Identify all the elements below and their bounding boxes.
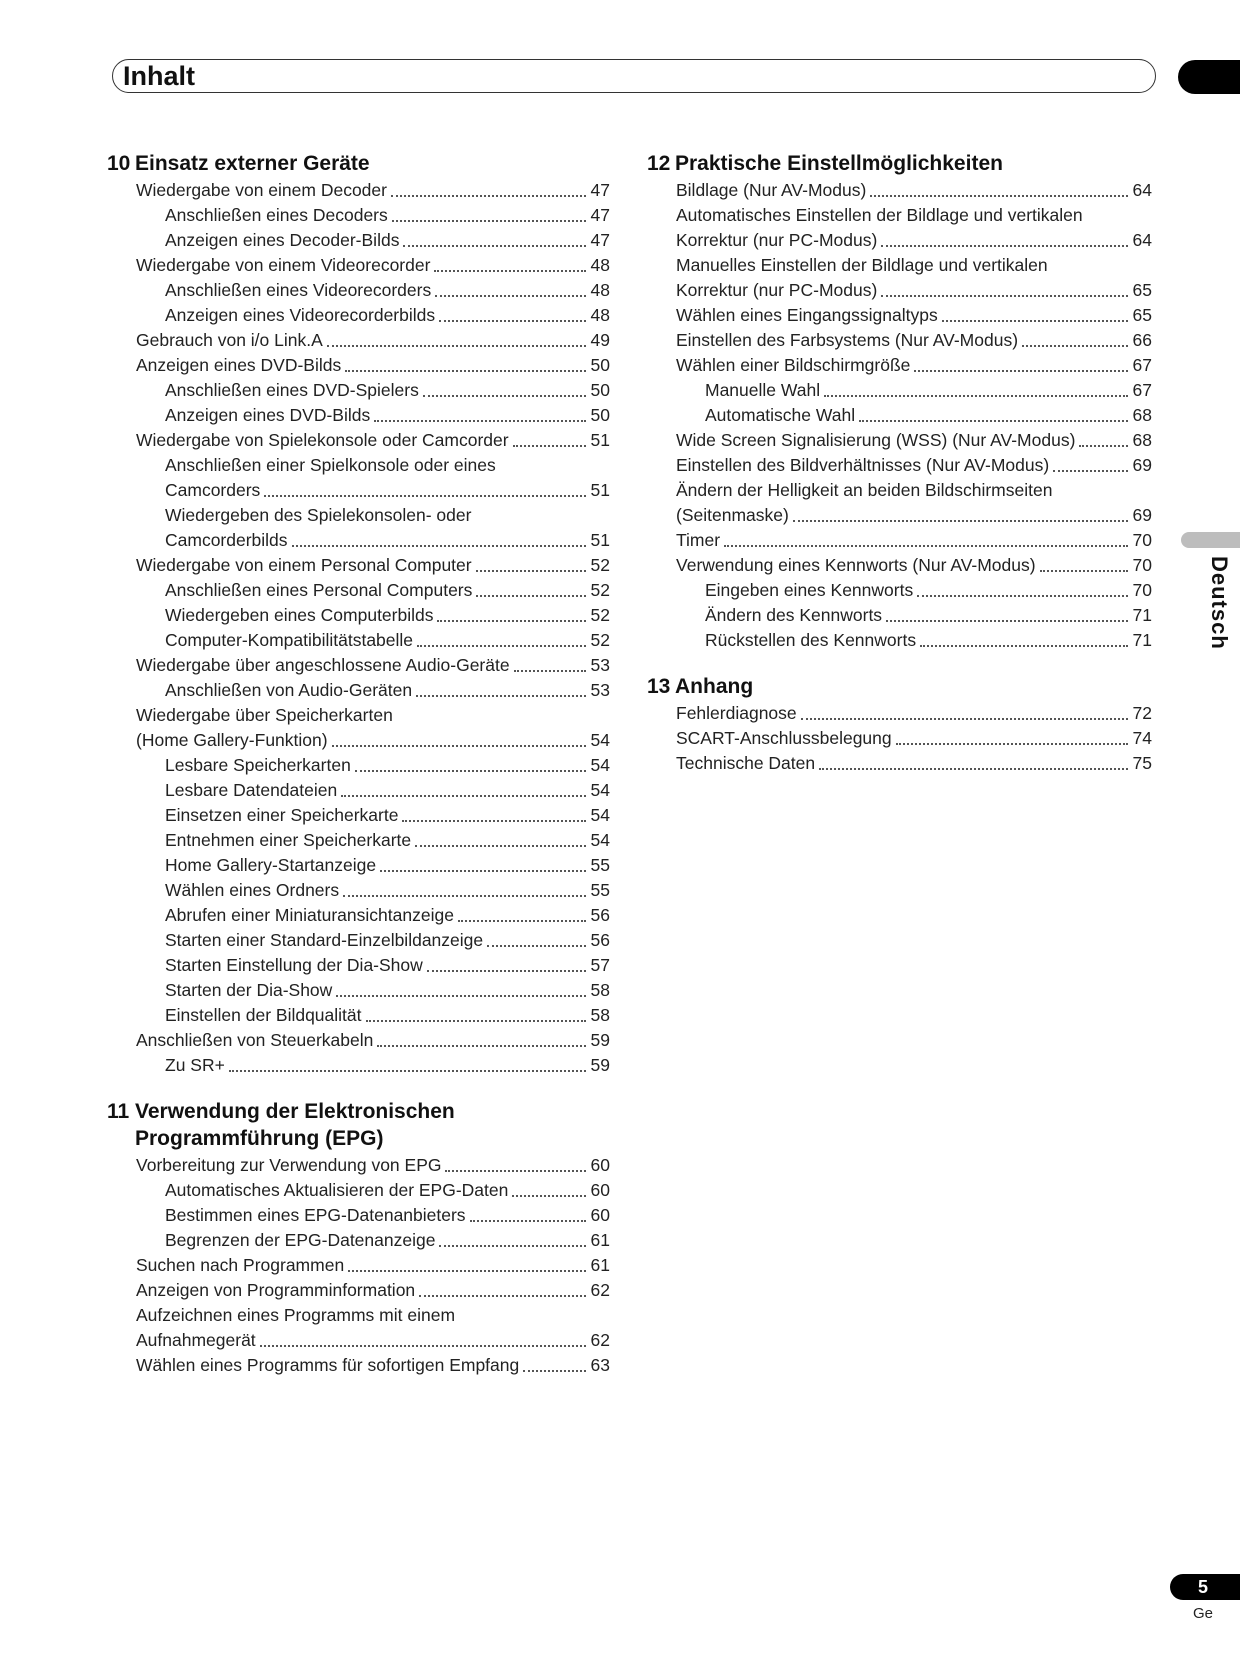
toc-entry-page: 72 [1132, 703, 1152, 723]
toc-entry[interactable] [647, 278, 1152, 303]
toc-entry[interactable] [107, 1003, 610, 1028]
toc-entry-page: 52 [590, 580, 610, 600]
header-bar [112, 59, 1156, 93]
toc-entry[interactable] [107, 1278, 610, 1303]
toc-entry-page: 69 [1132, 455, 1152, 475]
toc-entry-text: Anzeigen eines Decoder-Bilds [165, 230, 400, 250]
toc-entry-text: Wiedergeben des Spielekonsolen- oder [165, 505, 472, 525]
toc-entry[interactable] [647, 503, 1152, 528]
toc-entry-text: Korrektur (nur PC-Modus) [676, 230, 878, 250]
dot-leader [345, 370, 586, 372]
toc-entry-text: Manuelles Einstellen der Bildlage und vertikalen [676, 255, 1048, 275]
toc-entry-text: Einstellen des Farbsystems (Nur AV-Modus) [676, 330, 1019, 350]
dot-leader [434, 270, 586, 272]
toc-entry[interactable] [107, 503, 610, 528]
section-heading [107, 150, 610, 177]
section-title: Einsatz externer Geräte [135, 152, 370, 175]
toc-entry-text: Anzeigen eines DVD-Bilds [136, 355, 342, 375]
language-code: Ge [1193, 1605, 1214, 1622]
page-title: Inhalt [123, 61, 195, 91]
toc-entry[interactable] [107, 478, 610, 503]
toc-entry-page: 48 [590, 255, 610, 275]
toc-entry-page: 56 [590, 930, 610, 950]
toc-entry-text: Gebrauch von i/o Link.A [136, 330, 323, 350]
toc-entry[interactable] [107, 853, 610, 878]
toc-entry[interactable] [107, 803, 610, 828]
toc-entry[interactable] [107, 603, 610, 628]
toc-section [107, 150, 610, 1078]
toc-entry-text: Wiedergabe von einem Personal Computer [136, 555, 472, 575]
toc-entry[interactable] [107, 953, 610, 978]
toc-entry-page: 63 [590, 1355, 610, 1375]
toc-entry-page: 59 [590, 1055, 610, 1075]
toc-entry[interactable] [647, 528, 1152, 553]
toc-entry-page: 53 [590, 655, 610, 675]
toc-entry-text: Korrektur (nur PC-Modus) [676, 280, 878, 300]
toc-entry-page: 51 [590, 480, 610, 500]
toc-entry-text: Wählen eines Ordners [165, 880, 340, 900]
dot-leader [229, 1070, 586, 1072]
dot-leader [439, 320, 586, 322]
toc-entry-page: 50 [590, 380, 610, 400]
dot-leader [391, 195, 586, 197]
toc-entry[interactable] [647, 203, 1152, 228]
toc-entry-text: Entnehmen einer Speicherkarte [165, 830, 412, 850]
toc-entry-text: Anschließen eines DVD-Spielers [165, 380, 419, 400]
toc-entry[interactable] [107, 428, 610, 453]
toc-entry-text: Starten einer Standard-Einzelbildanzeige [165, 930, 484, 950]
section-title: Praktische Einstellmöglichkeiten [675, 152, 1003, 175]
toc-entry[interactable] [647, 453, 1152, 478]
page-number: 5 [1198, 1577, 1209, 1597]
toc-entry-text: Bestimmen eines EPG-Datenanbieters [165, 1205, 466, 1225]
dot-leader [377, 1045, 586, 1047]
toc-entry-text: Einstellen des Bildverhältnisses (Nur AV-Modus) [676, 455, 1050, 475]
toc-entry[interactable] [107, 178, 610, 203]
toc-entry[interactable] [107, 528, 610, 553]
toc-entry[interactable] [647, 403, 1152, 428]
toc-entry-text: Automatische Wahl [705, 405, 856, 425]
toc-entry-page: 47 [590, 180, 610, 200]
toc-entry[interactable] [647, 328, 1152, 353]
section-title: Anhang [675, 675, 754, 698]
dot-leader [470, 1220, 586, 1222]
toc-entry-page: 70 [1132, 555, 1152, 575]
dot-leader [512, 1195, 586, 1197]
toc-entry-page: 67 [1132, 380, 1152, 400]
language-label: Deutsch [1207, 556, 1232, 650]
dot-leader [824, 395, 1128, 397]
dot-leader [886, 620, 1128, 622]
toc-entry-page: 60 [590, 1205, 610, 1225]
dot-leader [724, 545, 1128, 547]
toc-entry-text: Rückstellen des Kennworts [705, 630, 917, 650]
toc-entry[interactable] [107, 378, 610, 403]
toc-entry[interactable] [107, 728, 610, 753]
dot-leader [355, 770, 586, 772]
toc-entry-page: 54 [590, 730, 610, 750]
toc-entry-page: 62 [590, 1330, 610, 1350]
toc-entry-page: 48 [590, 280, 610, 300]
dot-leader [417, 645, 586, 647]
toc-column-left [107, 150, 610, 1398]
dot-leader [327, 345, 586, 347]
toc-entry[interactable] [107, 1228, 610, 1253]
toc-entry-page: 53 [590, 680, 610, 700]
toc-section [647, 150, 1152, 653]
dot-leader [348, 1270, 586, 1272]
dot-leader [1053, 470, 1128, 472]
toc-entry-page: 54 [590, 805, 610, 825]
toc-entry[interactable] [647, 228, 1152, 253]
toc-entry-page: 74 [1132, 728, 1152, 748]
dot-leader [881, 295, 1128, 297]
toc-entry-page: 51 [590, 430, 610, 450]
dot-leader [435, 295, 586, 297]
toc-entry-page: 60 [590, 1155, 610, 1175]
toc-entry[interactable] [107, 878, 610, 903]
toc-section [647, 673, 1152, 776]
toc-entry[interactable] [107, 353, 610, 378]
toc-entry[interactable] [107, 253, 610, 278]
toc-entry-text: Abrufen einer Miniaturansichtanzeige [165, 905, 454, 925]
toc-entry[interactable] [107, 1353, 610, 1378]
toc-entry-page: 68 [1132, 405, 1152, 425]
toc-entry[interactable] [107, 703, 610, 728]
toc-entry-text: Zu SR+ [165, 1055, 225, 1075]
toc-entry-text: Anschließen eines Videorecorders [165, 280, 432, 300]
toc-entry-text: Vorbereitung zur Verwendung von EPG [136, 1155, 442, 1175]
toc-entry-text: Anzeigen von Programminformation [136, 1280, 416, 1300]
dot-leader [523, 1370, 586, 1372]
header-tab-marker [1178, 60, 1240, 94]
dot-leader [476, 570, 586, 572]
toc-entry[interactable] [647, 378, 1152, 403]
toc-entry[interactable] [107, 978, 610, 1003]
dot-leader [427, 970, 586, 972]
toc-entry-text: Wählen einer Bildschirmgröße [676, 355, 911, 375]
dot-leader [343, 895, 586, 897]
dot-leader [415, 845, 586, 847]
toc-entry-text: Timer [676, 530, 721, 550]
toc-entry-page: 52 [590, 605, 610, 625]
toc-entry-page: 54 [590, 830, 610, 850]
dot-leader [1040, 570, 1128, 572]
toc-entry-page: 75 [1132, 753, 1152, 773]
toc-entry-page: 71 [1132, 605, 1152, 625]
toc-entry-page: 61 [590, 1230, 610, 1250]
dot-leader [336, 995, 586, 997]
toc-entry[interactable] [647, 726, 1152, 751]
toc-entry-page: 55 [590, 880, 610, 900]
toc-entry[interactable] [107, 903, 610, 928]
section-number: 13 [647, 675, 671, 698]
toc-entry-text: Wiedergabe von Spielekonsole oder Camcorder [136, 430, 509, 450]
language-tab-marker [1181, 532, 1240, 548]
toc-entry[interactable] [107, 678, 610, 703]
toc-entry-page: 66 [1132, 330, 1152, 350]
toc-entry-text: Anschließen einer Spielkonsole oder eines [165, 455, 496, 475]
toc-entry-page: 68 [1132, 430, 1152, 450]
dot-leader [374, 420, 586, 422]
toc-entry[interactable] [647, 603, 1152, 628]
toc-entry-text: Anschließen eines Personal Computers [165, 580, 473, 600]
dot-leader [942, 320, 1128, 322]
toc-entry-text: Einstellen der Bildqualität [165, 1005, 362, 1025]
toc-entry[interactable] [647, 303, 1152, 328]
toc-entry[interactable] [107, 753, 610, 778]
toc-entry-page: 50 [590, 405, 610, 425]
dot-leader [380, 870, 586, 872]
toc-entry[interactable] [107, 778, 610, 803]
toc-entry[interactable] [107, 553, 610, 578]
dot-leader [392, 220, 586, 222]
section-heading [647, 150, 1152, 177]
toc-entry[interactable] [107, 278, 610, 303]
toc-entry-page: 62 [590, 1280, 610, 1300]
toc-entry[interactable] [647, 553, 1152, 578]
toc-entry-page: 55 [590, 855, 610, 875]
toc-entry-text: Wiedergabe über Speicherkarten [136, 705, 393, 725]
toc-entry-text: Automatisches Aktualisieren der EPG-Daten [165, 1180, 509, 1200]
toc-entry[interactable] [647, 751, 1152, 776]
toc-entry-text: Anschließen von Audio-Geräten [165, 680, 413, 700]
toc-entry[interactable] [107, 828, 610, 853]
toc-entry-page: 64 [1132, 230, 1152, 250]
toc-entry[interactable] [647, 253, 1152, 278]
dot-leader [264, 495, 586, 497]
toc-entry-text: Bildlage (Nur AV-Modus) [676, 180, 867, 200]
toc-entry[interactable] [107, 328, 610, 353]
dot-leader [1022, 345, 1128, 347]
dot-leader [487, 945, 586, 947]
dot-leader [341, 795, 586, 797]
section-heading [107, 1098, 610, 1152]
dot-leader [419, 1295, 586, 1297]
toc-entry-text: Wählen eines Eingangssignaltyps [676, 305, 938, 325]
toc-entry[interactable] [647, 178, 1152, 203]
toc-entry-page: 51 [590, 530, 610, 550]
toc-entry-page: 58 [590, 1005, 610, 1025]
toc-entry[interactable] [107, 578, 610, 603]
toc-entry-text: Begrenzen der EPG-Datenanzeige [165, 1230, 436, 1250]
toc-entry-text: Automatisches Einstellen der Bildlage und vertikalen [676, 205, 1083, 225]
toc-entry-text: Starten der Dia-Show [165, 980, 333, 1000]
toc-entry[interactable] [107, 403, 610, 428]
toc-entry-page: 48 [590, 305, 610, 325]
toc-entry-text: Anschließen von Steuerkabeln [136, 1030, 374, 1050]
toc-entry[interactable] [107, 203, 610, 228]
toc-entry[interactable] [107, 1203, 610, 1228]
toc-entry-text: Suchen nach Programmen [136, 1255, 345, 1275]
toc-entry-text: Eingeben eines Kennworts [705, 580, 914, 600]
toc-entry[interactable] [107, 303, 610, 328]
toc-entry-page: 59 [590, 1030, 610, 1050]
dot-leader [260, 1345, 586, 1347]
dot-leader [403, 245, 586, 247]
dot-leader [423, 395, 586, 397]
toc-entry-text: Lesbare Speicherkarten [165, 755, 351, 775]
dot-leader [476, 595, 586, 597]
toc-entry-text: Wiedergabe von einem Decoder [136, 180, 387, 200]
toc-entry[interactable] [647, 428, 1152, 453]
toc-entry[interactable] [107, 1253, 610, 1278]
toc-entry-text: Ändern der Helligkeit an beiden Bildschirmseiten [676, 480, 1053, 500]
toc-entry-page: 60 [590, 1180, 610, 1200]
toc-entry-page: 64 [1132, 180, 1152, 200]
dot-leader [437, 620, 586, 622]
toc-entry-page: 70 [1132, 580, 1152, 600]
toc-entry-text: Ändern des Kennworts [705, 605, 883, 625]
toc-entry-text: Einsetzen einer Speicherkarte [165, 805, 399, 825]
toc-entry-page: 69 [1132, 505, 1152, 525]
toc-entry-text: Wählen eines Programms für sofortigen Empfang [136, 1355, 520, 1375]
dot-leader [914, 370, 1128, 372]
toc-entry-page: 52 [590, 630, 610, 650]
dot-leader [514, 670, 586, 672]
section-number: 10 [107, 152, 131, 175]
toc-entry-page: 71 [1132, 630, 1152, 650]
toc-entry-page: 65 [1132, 305, 1152, 325]
toc-entry-page: 56 [590, 905, 610, 925]
toc-entry-page: 58 [590, 980, 610, 1000]
toc-entry-text: Aufzeichnen eines Programms mit einem [136, 1305, 456, 1325]
dot-leader [801, 718, 1128, 720]
toc-entry-page: 50 [590, 355, 610, 375]
toc-entry[interactable] [647, 353, 1152, 378]
toc-entry[interactable] [647, 578, 1152, 603]
section-title: Verwendung der Elektronischen Programmführung (EPG) [135, 1100, 455, 1150]
dot-leader [859, 420, 1128, 422]
dot-leader [445, 1170, 586, 1172]
dot-leader [439, 1245, 586, 1247]
dot-leader [920, 645, 1128, 647]
toc-entry-text: Anschließen eines Decoders [165, 205, 388, 225]
toc-entry[interactable] [107, 928, 610, 953]
toc-entry-page: 67 [1132, 355, 1152, 375]
toc-entry-text: Home Gallery-Startanzeige [165, 855, 377, 875]
dot-leader [793, 520, 1128, 522]
dot-leader [366, 1020, 586, 1022]
dot-leader [332, 745, 586, 747]
toc-entry[interactable] [647, 628, 1152, 653]
toc-entry-text: Camcorderbilds [165, 530, 288, 550]
toc-entry-text: Technische Daten [676, 753, 816, 773]
toc-entry-page: 61 [590, 1255, 610, 1275]
toc-entry[interactable] [107, 653, 610, 678]
toc-entry-text: SCART-Anschlussbelegung [676, 728, 892, 748]
toc-entry-page: 57 [590, 955, 610, 975]
toc-entry-page: 49 [590, 330, 610, 350]
toc-entry-page: 54 [590, 755, 610, 775]
toc-entry[interactable] [107, 228, 610, 253]
toc-entry[interactable] [107, 1303, 610, 1328]
toc-entry-text: Aufnahmegerät [136, 1330, 256, 1350]
toc-entry-text: Lesbare Datendateien [165, 780, 338, 800]
toc-entry-text: Wiedergabe über angeschlossene Audio-Geräte [136, 655, 510, 675]
dot-leader [458, 920, 586, 922]
toc-entry-text: Starten Einstellung der Dia-Show [165, 955, 423, 975]
toc-entry[interactable] [107, 1328, 610, 1353]
toc-entry-text: Verwendung eines Kennworts (Nur AV-Modus) [676, 555, 1036, 575]
toc-entry-text: Wiedergabe von einem Videorecorder [136, 255, 431, 275]
dot-leader [402, 820, 586, 822]
dot-leader [1079, 445, 1128, 447]
toc-entry-text: (Seitenmaske) [676, 505, 789, 525]
toc-entry-text: Anzeigen eines Videorecorderbilds [165, 305, 436, 325]
toc-entry-page: 52 [590, 555, 610, 575]
toc-section [107, 1098, 610, 1378]
toc-column-right [647, 150, 1152, 796]
toc-entry[interactable] [647, 478, 1152, 503]
toc-entry-text: Computer-Kompatibilitätstabelle [165, 630, 414, 650]
toc-entry-page: 54 [590, 780, 610, 800]
dot-leader [416, 695, 586, 697]
toc-entry[interactable] [107, 1028, 610, 1053]
toc-entry-page: 65 [1132, 280, 1152, 300]
toc-entry[interactable] [107, 1153, 610, 1178]
section-number: 12 [647, 152, 671, 175]
dot-leader [292, 545, 586, 547]
toc-entry-page: 47 [590, 230, 610, 250]
toc-entry-page: 70 [1132, 530, 1152, 550]
toc-entry-text: Fehlerdiagnose [676, 703, 797, 723]
toc-entry[interactable] [107, 1053, 610, 1078]
dot-leader [917, 595, 1128, 597]
toc-entry-page: 47 [590, 205, 610, 225]
toc-entry[interactable] [107, 453, 610, 478]
toc-entry-text: Wiedergeben eines Computerbilds [165, 605, 434, 625]
section-number: 11 [107, 1100, 130, 1123]
section-heading [647, 673, 1152, 700]
toc-entry-text: (Home Gallery-Funktion) [136, 730, 328, 750]
toc-entry[interactable] [107, 628, 610, 653]
dot-leader [513, 445, 586, 447]
dot-leader [896, 743, 1128, 745]
dot-leader [870, 195, 1128, 197]
toc-entry-text: Manuelle Wahl [705, 380, 821, 400]
toc-entry-text: Camcorders [165, 480, 261, 500]
toc-entry-text: Wide Screen Signalisierung (WSS) (Nur AV-Modus) [676, 430, 1076, 450]
toc-entry-text: Anzeigen eines DVD-Bilds [165, 405, 371, 425]
dot-leader [819, 768, 1128, 770]
toc-entry[interactable] [107, 1178, 610, 1203]
toc-entry[interactable] [647, 701, 1152, 726]
dot-leader [881, 245, 1128, 247]
